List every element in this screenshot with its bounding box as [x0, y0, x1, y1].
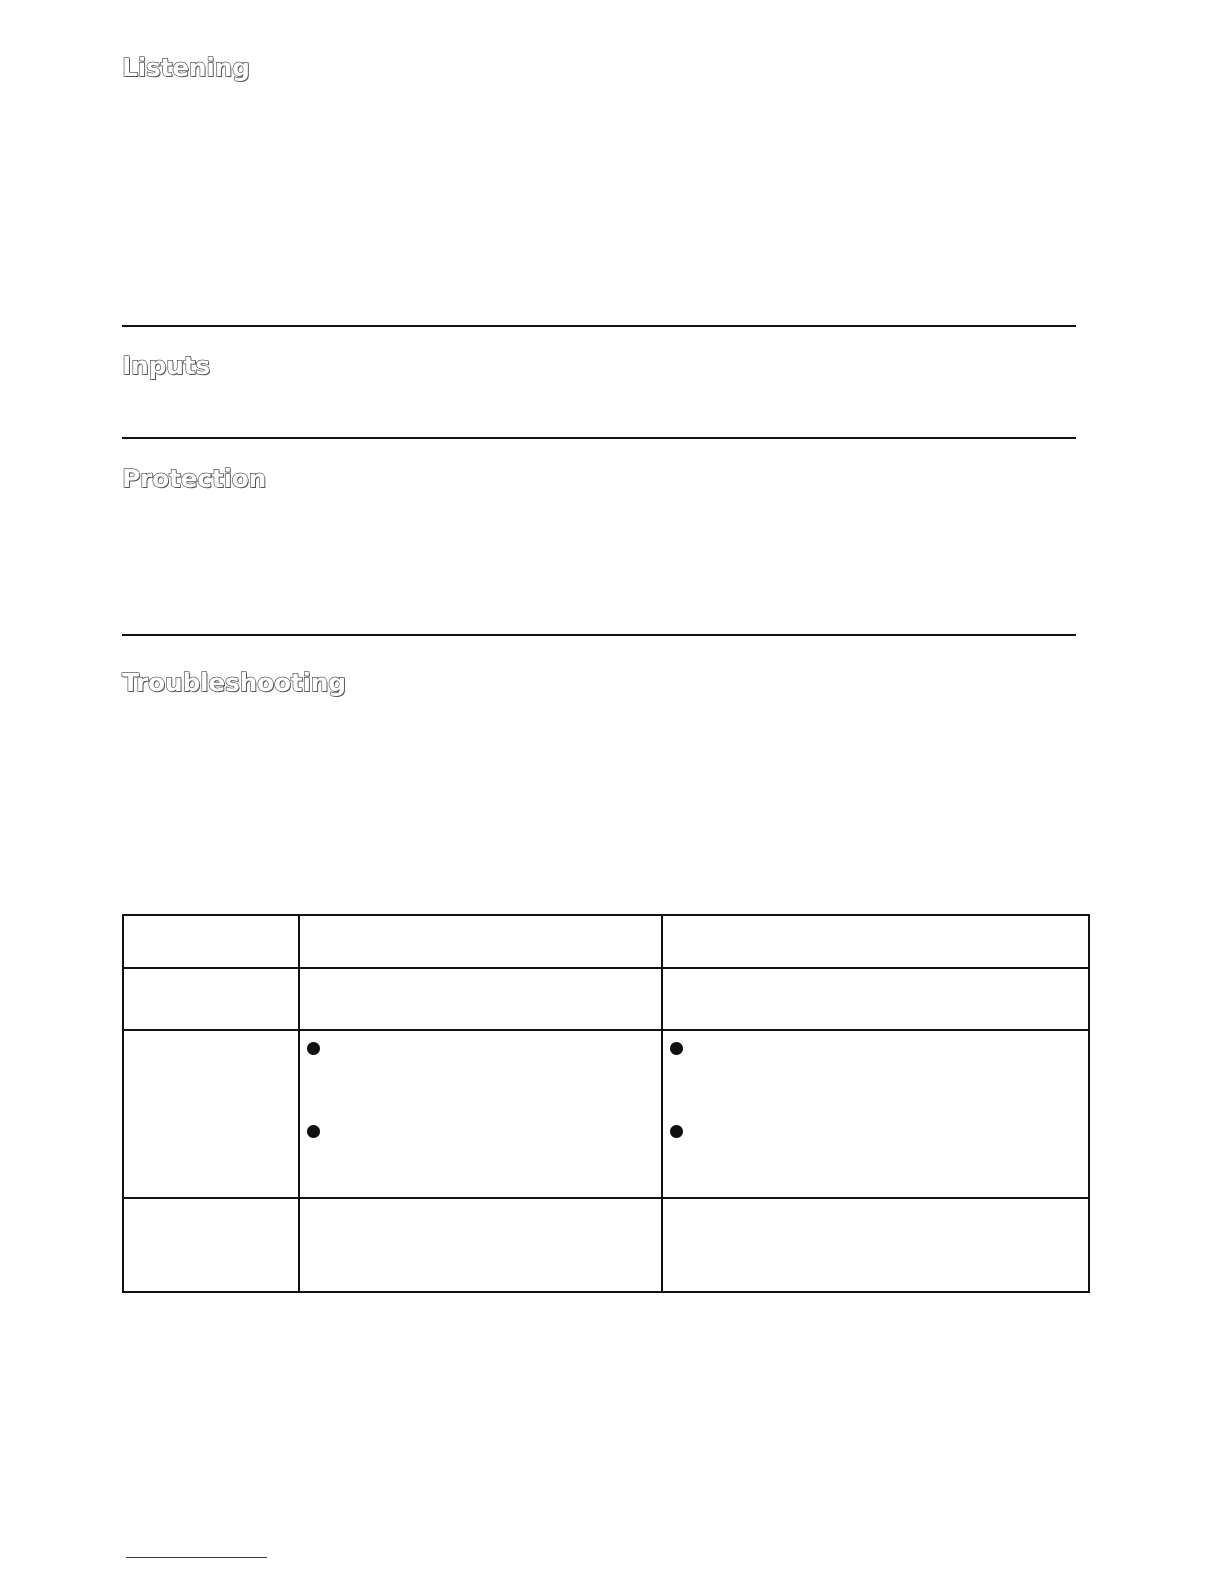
table-row	[123, 1030, 1089, 1198]
table-row	[123, 1198, 1089, 1292]
table-cell	[662, 1030, 1089, 1198]
table-cell	[299, 1030, 662, 1198]
bullet-icon	[307, 1042, 320, 1055]
footer-link-underline[interactable]	[126, 1557, 267, 1558]
bullet-list	[300, 1031, 661, 1197]
table-header-cell	[662, 915, 1089, 968]
table-header-row	[123, 915, 1089, 968]
list-item	[663, 1114, 1088, 1197]
table-cell	[662, 968, 1089, 1030]
table-row	[123, 968, 1089, 1030]
table-cell	[662, 1198, 1089, 1292]
bullet-list	[663, 1031, 1088, 1197]
section-divider	[122, 437, 1076, 439]
list-item	[663, 1031, 1088, 1114]
table-cell	[299, 968, 662, 1030]
troubleshooting-table	[122, 914, 1090, 1293]
section-heading-inputs: Inputs	[122, 351, 210, 380]
table-cell	[123, 1198, 299, 1292]
section-heading-protection: Protection	[122, 464, 267, 493]
table-header-cell	[123, 915, 299, 968]
section-heading-listening: Listening	[122, 53, 250, 82]
bullet-icon	[670, 1042, 683, 1055]
section-heading-troubleshooting: Troubleshooting	[122, 668, 346, 697]
table-cell	[123, 1030, 299, 1198]
table-cell	[299, 1198, 662, 1292]
table-header-cell	[299, 915, 662, 968]
list-item	[300, 1031, 661, 1114]
section-divider	[122, 634, 1076, 636]
section-divider	[122, 325, 1076, 327]
bullet-icon	[307, 1125, 320, 1138]
list-item	[300, 1114, 661, 1197]
bullet-icon	[670, 1125, 683, 1138]
table-cell	[123, 968, 299, 1030]
